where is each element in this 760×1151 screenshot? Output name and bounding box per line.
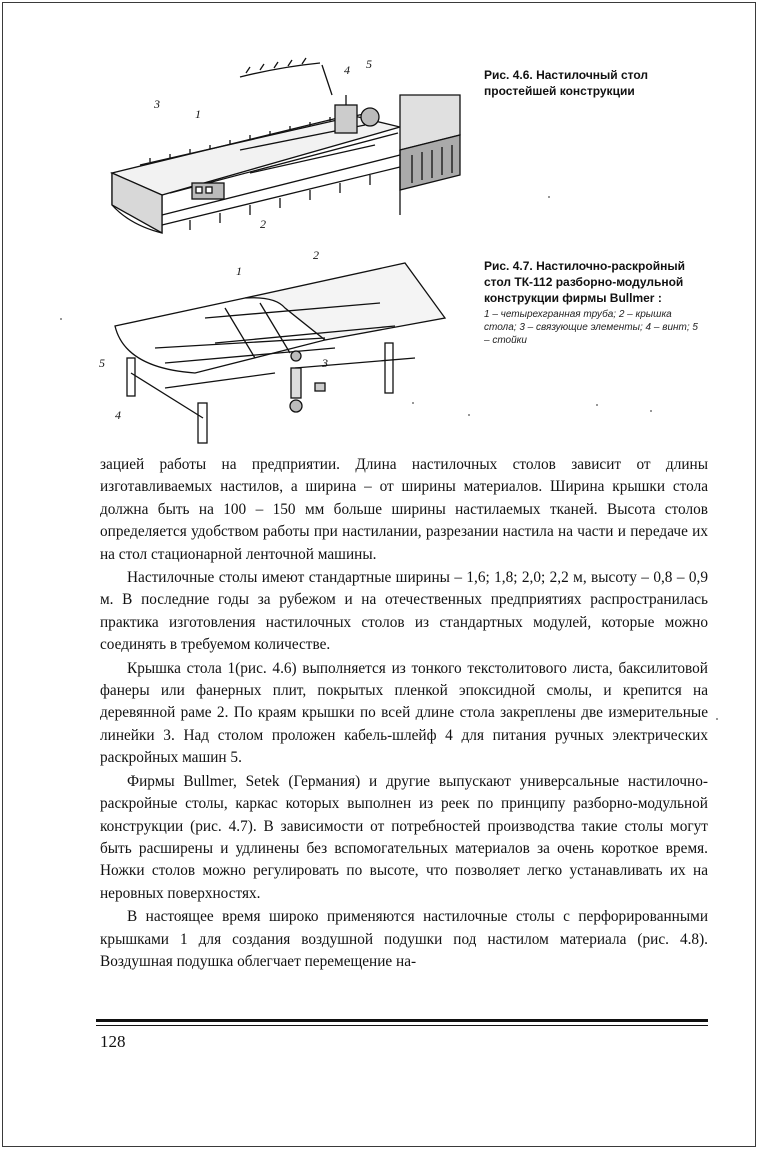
scan-speck bbox=[716, 718, 718, 720]
scan-speck bbox=[412, 402, 414, 404]
paragraph: В настоящее время широко применяются настилочные столы с перфорированными крышками 1 для создания воздушной подушки под настилом материала (рис. 4.8). Воздушная подушка облегчает перемещение на- bbox=[100, 908, 708, 970]
modular-cutting-table-drawing bbox=[95, 248, 480, 446]
figure-4-7-legend: 1 – четырехгранная труба; 2 – крышка стола; 3 – связующие элементы; 4 – винт; 5 – стойки bbox=[484, 309, 698, 346]
cutting-table-simple-drawing bbox=[100, 55, 475, 240]
figure-4-6-caption bbox=[484, 67, 699, 99]
scan-speck bbox=[60, 318, 62, 320]
fig-4-6-label-3: 3 bbox=[154, 97, 160, 111]
fig-4-6-label-4: 4 bbox=[344, 63, 350, 77]
paragraph: Фирмы Bullmer, Setek (Германия) и другие выпускают универсальные настилочно-раскройные столы, каркас которых выполнен из реек по принципу разборно-модульной конструкции (рис. 4.7). В зависимости от потребностей производства такие столы могут быть расширены и удлинены без вспомогательных материалов за очень короткое время. Ножки столов можно регулировать по высоте, что позволяет легко устанавливать их на неровных поверхностях. bbox=[100, 772, 708, 902]
fig-4-7-label-3: 3 bbox=[322, 356, 328, 370]
fig-4-6-label-1: 1 bbox=[195, 107, 201, 121]
footer-rule-thick bbox=[96, 1019, 708, 1022]
figure-4-6-caption-text: Рис. 4.6. Настилочный стол простейшей конструкции bbox=[484, 68, 649, 98]
scan-speck bbox=[468, 414, 470, 416]
fig-4-7-label-4: 4 bbox=[115, 408, 121, 422]
paragraph: зацией работы на предприятии. Длина настилочных столов зависит от длины изготавливаемых настилов, а ширина – от ширины материалов. Ширина крышки стола должна быть на 100 – 150 мм больше ширины настилаемых тканей. Высота столов определяется удобством работы при настилании, разрезании настила на части и передаче их на стол стационарной ленточной машины. bbox=[100, 456, 708, 563]
scan-speck bbox=[548, 196, 550, 198]
figure-4-6-drawing bbox=[100, 55, 475, 240]
figure-4-7-caption-text: Рис. 4.7. Настилочно-раскройный стол ТК-112 разборно-модульной конструкции фирмы Bullmer : bbox=[484, 259, 685, 305]
footer-rule-thin bbox=[96, 1025, 708, 1026]
scan-speck bbox=[596, 404, 598, 406]
page-number: 128 bbox=[100, 1032, 126, 1051]
fig-4-6-label-2: 2 bbox=[260, 217, 266, 231]
scan-speck bbox=[650, 410, 652, 412]
body-text bbox=[100, 454, 708, 973]
paragraph: Крышка стола 1(рис. 4.6) выполняется из тонкого текстолитового листа, баксилитовой фанеры или фанерных плит, покрытых пленкой эпоксидной смолы, и крепится на деревянной раме 2. По краям крышки по всей длине стола закреплены две измерительные линейки 3. Над столом проложен кабель-шлейф 4 для питания ручных электрических раскройных машин 5. bbox=[100, 659, 708, 767]
fig-4-7-label-2: 2 bbox=[313, 248, 319, 262]
paragraph: Настилочные столы имеют стандартные ширины – 1,6; 1,8; 2,0; 2,2 м, высоту – 0,8 – 0,9 м. В последние годы за рубежом и на отечественных предприятиях распространилась практика изготовления настилочных столов из стандартных модулей, которые можно соединять в требуемом количестве. bbox=[100, 569, 708, 654]
fig-4-7-label-5: 5 bbox=[99, 356, 105, 370]
figure-4-7-caption bbox=[484, 258, 699, 347]
figure-4-7-drawing bbox=[95, 248, 480, 446]
fig-4-7-label-1: 1 bbox=[236, 264, 242, 278]
fig-4-6-label-5: 5 bbox=[366, 57, 372, 71]
